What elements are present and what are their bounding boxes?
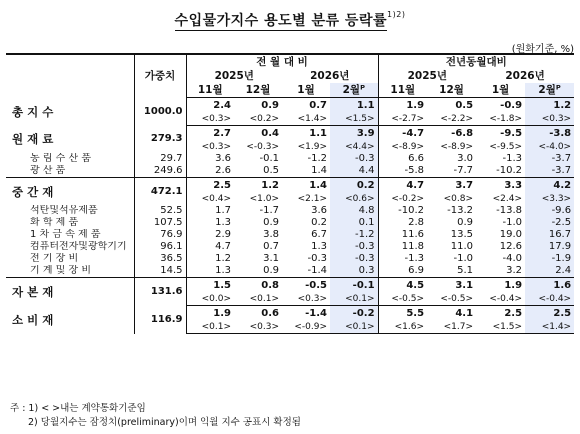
value-cell: -1.7: [259, 205, 279, 216]
contract-value-cell: <1.9>: [297, 142, 327, 152]
contract-value-cell: <0.3>: [525, 113, 574, 126]
contract-value-cell: <-2.2>: [427, 113, 476, 126]
value-cell: -2.5: [525, 217, 574, 229]
value-cell: -3.8: [525, 126, 574, 142]
row-label: 화 학 제 품: [30, 217, 79, 228]
value-cell: -1.9: [525, 253, 574, 265]
title-footnote-marker: 1)2): [387, 10, 406, 19]
value-cell: 4.2: [525, 178, 574, 194]
value-cell: 2.9: [186, 229, 234, 241]
value-cell: 1.3: [186, 265, 234, 278]
value-cell: -1.0: [453, 253, 474, 264]
contract-value-cell: <2.1>: [297, 194, 327, 204]
value-cell: 1.4: [309, 179, 327, 191]
contract-value-cell: <0.1>: [186, 321, 234, 334]
subcategory-row: [6, 165, 574, 178]
subcategory-row: [6, 229, 574, 241]
value-cell: 2.5: [186, 178, 234, 194]
contract-value-cell: <1.5>: [476, 321, 525, 334]
contract-value-cell: <1.4>: [525, 321, 574, 334]
value-cell: -0.1: [330, 278, 378, 294]
value-cell: 1.6: [525, 278, 574, 294]
value-cell: -10.2: [378, 205, 427, 217]
value-cell: 3.0: [457, 153, 474, 164]
month-header: 2월ᴾ: [525, 83, 574, 98]
value-cell: 2.4: [186, 98, 234, 114]
value-cell: 17.9: [525, 241, 574, 253]
value-cell: 0.7: [309, 99, 327, 111]
value-cell: 0.8: [261, 279, 279, 291]
value-cell: 0.9: [261, 99, 279, 111]
value-cell: -1.2: [307, 153, 327, 164]
contract-value-cell: <0.6>: [330, 193, 378, 205]
value-cell: 1.9: [378, 98, 427, 114]
value-cell: -13.2: [447, 205, 474, 216]
month-header: 12월: [427, 83, 476, 98]
value-cell: 2.5: [504, 307, 523, 319]
category-row: [6, 126, 574, 142]
contract-value-cell: <0.4>: [186, 193, 234, 205]
value-cell: 4.4: [330, 165, 378, 178]
value-cell: 0.2: [330, 178, 378, 194]
month-header: 2월ᴾ: [330, 83, 378, 98]
row-label: 전 기 장 비: [30, 253, 79, 264]
footnote-1: 주 : 1) < >내는 계약통화기준임: [10, 403, 146, 414]
value-cell: -1.3: [502, 153, 523, 164]
value-cell: -3.7: [525, 153, 574, 165]
mom-year-2026: 2026년: [310, 70, 350, 82]
weight-cell: 131.6: [134, 278, 186, 306]
yoy-year-2025: 2025년: [378, 69, 476, 83]
weight-header: 가중치: [134, 54, 186, 98]
subcategory-row: [6, 153, 574, 165]
subcategory-row: [6, 217, 574, 229]
weight-cell: 472.1: [134, 178, 186, 206]
weight-cell: 116.9: [134, 306, 186, 334]
value-cell: 4.8: [330, 205, 378, 217]
contract-value-cell: <1.5>: [330, 113, 378, 126]
value-cell: 0.9: [234, 265, 282, 278]
value-cell: -10.2: [476, 165, 525, 178]
value-cell: -4.7: [378, 126, 427, 142]
value-cell: -1.3: [378, 253, 427, 265]
value-cell: 0.9: [457, 217, 474, 228]
contract-value-cell: <-0.4>: [476, 293, 525, 306]
contract-value-cell: <-8.9>: [378, 141, 427, 153]
value-cell: 3.9: [330, 126, 378, 142]
value-cell: 12.6: [499, 241, 523, 252]
contract-value-cell: <-9.5>: [489, 142, 523, 152]
row-label: 기 계 및 장 비: [6, 265, 134, 278]
value-cell: 3.2: [476, 265, 525, 278]
value-cell: -9.6: [525, 205, 574, 217]
subcategory-row: [6, 265, 574, 278]
value-cell: 11.6: [378, 229, 427, 241]
month-header: 11월: [186, 83, 234, 98]
value-cell: 11.0: [450, 241, 474, 252]
value-cell: 5.5: [378, 306, 427, 322]
weight-cell: 107.5: [134, 217, 186, 229]
contract-value-cell: <1.7>: [427, 321, 476, 334]
yoy-header: 전년동월대비: [378, 54, 574, 69]
value-cell: -0.3: [330, 241, 378, 253]
value-cell: 0.6: [261, 307, 279, 319]
value-cell: -1.4: [282, 265, 330, 278]
value-cell: -0.9: [500, 99, 523, 111]
row-label: 총 지 수: [12, 104, 54, 119]
row-label: 중 간 재: [12, 184, 54, 199]
value-cell: 2.4: [525, 265, 574, 278]
value-cell: 0.5: [455, 99, 474, 111]
contract-value-cell: <0.3>: [234, 321, 282, 334]
value-cell: 0.7: [263, 241, 279, 252]
month-header: 1월: [476, 83, 525, 98]
value-cell: 2.7: [186, 126, 234, 142]
value-cell: 11.8: [378, 241, 427, 253]
value-cell: 3.8: [263, 229, 279, 240]
value-cell: 0.4: [261, 127, 279, 139]
mom-header: 전 월 대 비: [186, 54, 378, 69]
value-cell: 1.2: [261, 179, 279, 191]
value-cell: 3.1: [263, 253, 279, 264]
row-label: 광 산 품: [6, 165, 134, 178]
value-cell: -0.3: [330, 253, 378, 265]
unit-label: (원화기준, %): [511, 44, 574, 55]
value-cell: 16.7: [525, 229, 574, 241]
value-cell: -7.7: [427, 165, 476, 178]
value-cell: 19.0: [499, 229, 523, 240]
weight-cell: 96.1: [134, 241, 186, 253]
category-row: [6, 306, 574, 322]
contract-value-cell: <-0.5>: [427, 293, 476, 306]
value-cell: -0.3: [330, 153, 378, 165]
weight-cell: 249.6: [134, 165, 186, 178]
row-label: 원 재 료: [12, 132, 54, 147]
value-cell: -1.0: [502, 217, 523, 228]
value-cell: 1.3: [186, 217, 234, 229]
month-header: 11월: [378, 83, 427, 98]
contract-value-cell: <0.3>: [186, 113, 234, 126]
value-cell: 5.1: [427, 265, 476, 278]
value-cell: -13.8: [496, 205, 523, 216]
contract-value-cell: <-1.8>: [476, 113, 525, 126]
value-cell: 3.1: [455, 279, 474, 291]
contract-value-cell: <-0.2>: [378, 193, 427, 205]
contract-value-cell: <0.3>: [282, 293, 330, 306]
contract-value-cell: <0.3>: [186, 141, 234, 153]
value-cell: -1.2: [330, 229, 378, 241]
value-cell: -0.1: [259, 153, 279, 164]
value-cell: -0.5: [305, 279, 327, 291]
value-cell: 0.2: [311, 217, 327, 228]
value-cell: -1.4: [305, 307, 327, 319]
subcategory-row: [6, 253, 574, 265]
value-cell: 1.5: [186, 278, 234, 294]
weight-cell: 279.3: [134, 126, 186, 154]
row-label: 소 비 재: [12, 312, 54, 327]
row-label: 자 본 재: [12, 284, 54, 299]
weight-cell: 14.5: [134, 265, 186, 278]
value-cell: 6.9: [378, 265, 427, 278]
yoy-year-2026: 2026년: [505, 70, 545, 82]
contract-value-cell: <1.0>: [249, 194, 279, 204]
weight-cell: 76.9: [134, 229, 186, 241]
value-cell: -6.8: [451, 127, 474, 139]
value-cell: 3.3: [504, 179, 523, 191]
title-text: 수입물가지수 용도별 분류 등락률: [174, 13, 388, 29]
value-cell: 1.1: [330, 98, 378, 114]
contract-value-cell: <0.1>: [330, 321, 378, 334]
contract-value-cell: <-8.9>: [440, 142, 474, 152]
contract-value-cell: <0.1>: [330, 293, 378, 306]
contract-value-cell: <-0.4>: [525, 293, 574, 306]
contract-value-cell: <0.2>: [234, 113, 282, 126]
month-header: 1월: [282, 83, 330, 98]
value-cell: 3.6: [311, 205, 327, 216]
contract-value-cell: <-2.7>: [378, 113, 427, 126]
contract-value-cell: <-4.0>: [525, 141, 574, 153]
mom-year-2025: 2025년: [186, 69, 282, 83]
value-cell: 13.5: [450, 229, 474, 240]
value-cell: 4.7: [186, 241, 234, 253]
contract-value-cell: <0.1>: [234, 293, 282, 306]
value-cell: -9.5: [500, 127, 523, 139]
category-row: [6, 98, 574, 114]
value-cell: 2.8: [378, 217, 427, 229]
footnote-2: 2) 당월지수는 잠정치(preliminary)이며 익월 지수 공표시 확정됨: [28, 417, 301, 428]
value-cell: 1.7: [186, 205, 234, 217]
contract-value-cell: <1.6>: [378, 321, 427, 334]
contract-value-cell: <-0.3>: [246, 142, 279, 152]
value-cell: 3.6: [186, 153, 234, 165]
category-row: [6, 178, 574, 194]
contract-value-cell: <-0.5>: [378, 293, 427, 306]
value-cell: 1.1: [309, 127, 327, 139]
value-cell: 6.7: [311, 229, 327, 240]
subcategory-row: [6, 205, 574, 217]
contract-value-cell: <0.8>: [443, 194, 474, 204]
value-cell: 1.3: [311, 241, 327, 252]
value-cell: 1.2: [525, 98, 574, 114]
value-cell: -0.3: [307, 253, 327, 264]
value-cell: 3.7: [455, 179, 474, 191]
weight-cell: 36.5: [134, 253, 186, 265]
footnotes: [10, 402, 301, 430]
contract-value-cell: <3.3>: [525, 193, 574, 205]
category-row: [6, 278, 574, 294]
value-cell: 2.5: [525, 306, 574, 322]
value-cell: 1.9: [186, 306, 234, 322]
contract-value-cell: <2.4>: [492, 194, 523, 204]
label-header: [6, 54, 134, 98]
value-cell: -0.2: [330, 306, 378, 322]
value-cell: 4.7: [378, 178, 427, 194]
month-header: 12월: [234, 83, 282, 98]
weight-cell: 52.5: [134, 205, 186, 217]
row-label: 1 차 금 속 제 품: [30, 229, 101, 240]
value-cell: 0.9: [263, 217, 279, 228]
value-cell: 6.6: [378, 153, 427, 165]
row-label: 농 림 수 산 품: [30, 153, 92, 164]
contract-value-cell: <1.4>: [282, 113, 330, 126]
value-cell: 4.1: [455, 307, 474, 319]
value-cell: 0.5: [234, 165, 282, 178]
value-cell: -3.7: [525, 165, 574, 178]
value-cell: 1.9: [504, 279, 523, 291]
value-cell: -4.0: [502, 253, 523, 264]
value-cell: 0.1: [330, 217, 378, 229]
index-table: [6, 53, 574, 334]
row-label: 석탄및석유제품: [30, 205, 98, 216]
value-cell: 1.2: [186, 253, 234, 265]
value-cell: 4.5: [378, 278, 427, 294]
contract-value-cell: <-0.9>: [282, 321, 330, 334]
value-cell: 0.3: [330, 265, 378, 278]
row-label: 컴퓨터전자및광학기기: [30, 241, 127, 252]
page-title: [0, 10, 580, 30]
contract-value-cell: <4.4>: [330, 141, 378, 153]
value-cell: 1.4: [282, 165, 330, 178]
contract-value-cell: <0.0>: [186, 293, 234, 306]
weight-cell: 29.7: [134, 153, 186, 165]
value-cell: 2.6: [186, 165, 234, 178]
subcategory-row: [6, 241, 574, 253]
weight-cell: 1000.0: [134, 98, 186, 126]
value-cell: -5.8: [378, 165, 427, 178]
